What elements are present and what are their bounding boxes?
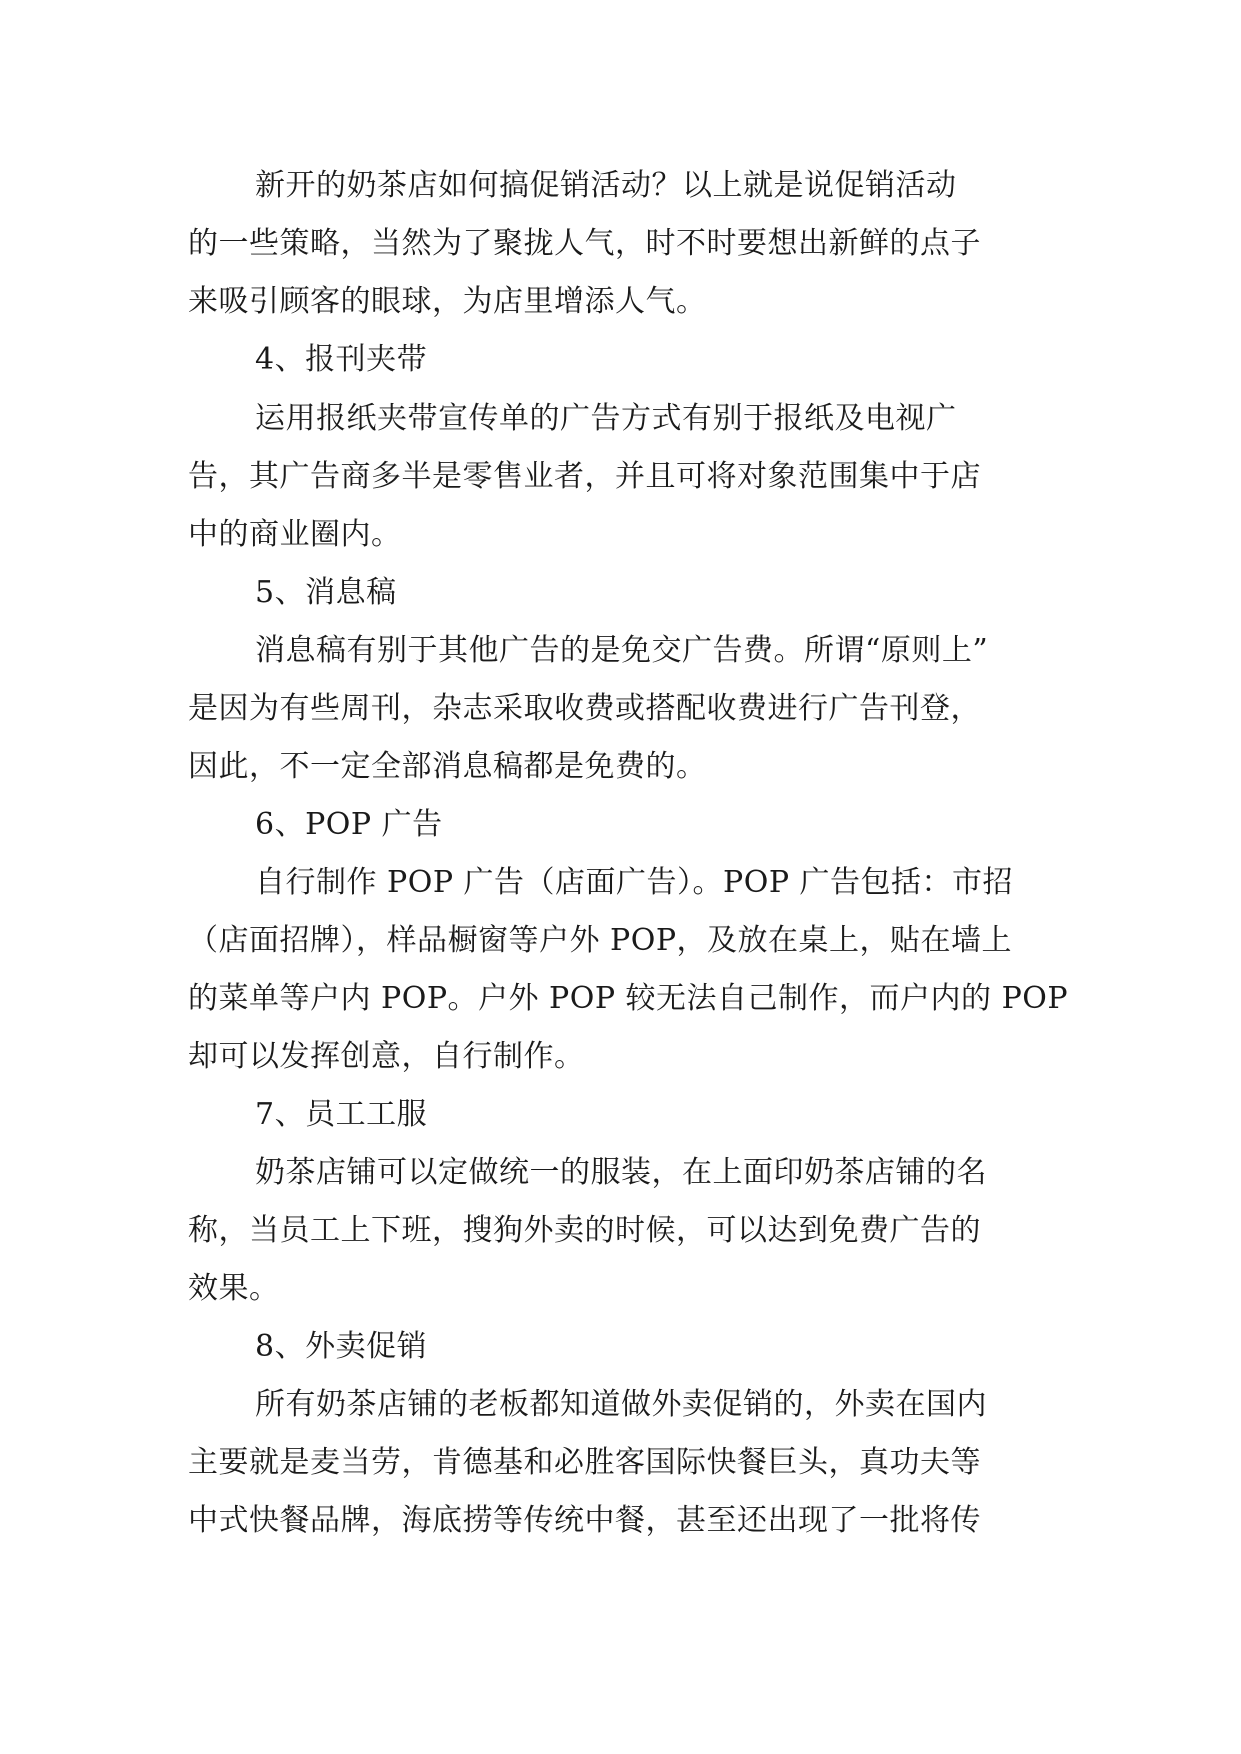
- paragraph-line: 的菜单等户内 POP。户外 POP 较无法自己制作，而户内的 POP: [188, 981, 1069, 1016]
- section-heading: 5、消息稿: [255, 575, 397, 610]
- paragraph-line: 因此，不一定全部消息稿都是免费的。: [188, 749, 707, 784]
- paragraph-line: 是因为有些周刊，杂志采取收费或搭配收费进行广告刊登，: [188, 691, 981, 726]
- paragraph-line: （店面招牌），样品橱窗等户外 POP，及放在桌上，贴在墙上: [188, 923, 1013, 958]
- paragraph-line: 运用报纸夹带宣传单的广告方式有别于报纸及电视广: [255, 401, 957, 436]
- paragraph-line: 效果。: [188, 1271, 280, 1306]
- paragraph-line: 告，其广告商多半是零售业者，并且可将对象范围集中于店: [188, 459, 981, 494]
- paragraph-line: 中的商业圈内。: [188, 517, 402, 552]
- section-heading: 4、报刊夹带: [255, 342, 428, 377]
- section-heading: 7、员工工服: [255, 1097, 428, 1132]
- paragraph-line: 的一些策略，当然为了聚拢人气，时不时要想出新鲜的点子: [188, 226, 981, 261]
- paragraph-line: 自行制作 POP 广告（店面广告）。POP 广告包括：市招: [255, 865, 1014, 900]
- paragraph-line: 奶茶店铺可以定做统一的服装，在上面印奶茶店铺的名: [255, 1155, 987, 1190]
- paragraph-line: 消息稿有别于其他广告的是免交广告费。所谓“原则上”: [255, 633, 989, 668]
- section-heading: 8、外卖促销: [255, 1329, 428, 1364]
- paragraph-line: 主要就是麦当劳，肯德基和必胜客国际快餐巨头，真功夫等: [188, 1445, 981, 1480]
- paragraph-line: 却可以发挥创意，自行制作。: [188, 1039, 585, 1074]
- section-heading: 6、POP 广告: [255, 807, 443, 842]
- paragraph-line: 新开的奶茶店如何搞促销活动？以上就是说促销活动: [255, 168, 957, 203]
- paragraph-line: 称，当员工上下班，搜狗外卖的时候，可以达到免费广告的: [188, 1213, 981, 1248]
- paragraph-line: 所有奶茶店铺的老板都知道做外卖促销的，外卖在国内: [255, 1387, 987, 1422]
- paragraph-line: 来吸引顾客的眼球，为店里增添人气。: [188, 284, 707, 319]
- paragraph-line: 中式快餐品牌，海底捞等传统中餐，甚至还出现了一批将传: [188, 1503, 981, 1538]
